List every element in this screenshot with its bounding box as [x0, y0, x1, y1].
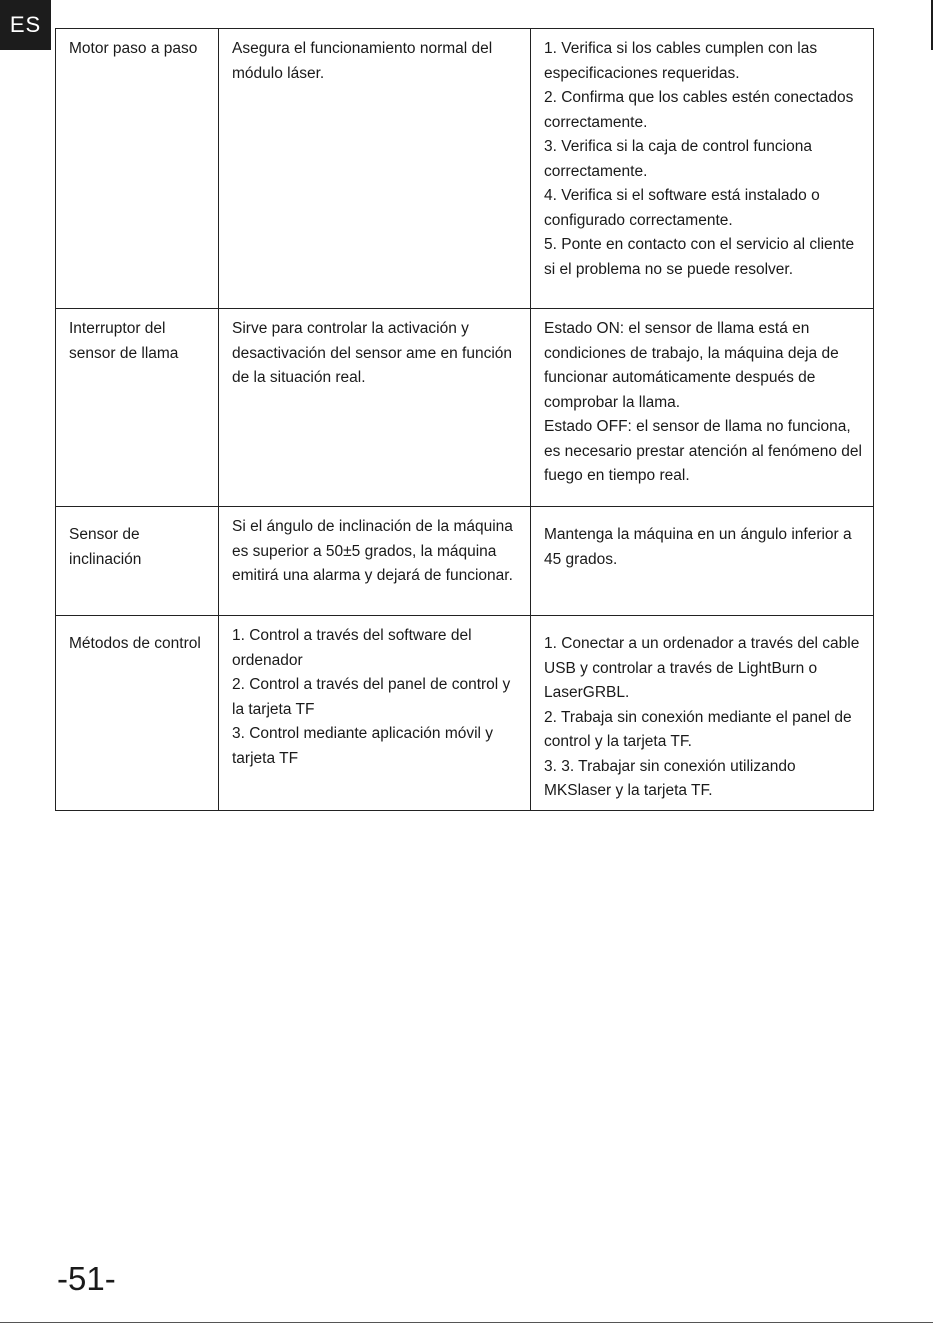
component-name: Sensor de inclinación — [69, 526, 142, 568]
table-row — [56, 29, 874, 309]
solution-step: 2. Confirma que los cables estén conectados correctamente. — [544, 89, 854, 131]
solution-step: 2. Trabaja sin conexión mediante el panel de control y la tarjeta TF. — [544, 708, 852, 750]
page-number: -51- — [57, 1260, 116, 1297]
solution-step: Estado OFF: el sensor de llama no funciona, es necesario prestar atención al fenómeno del fuego en tiempo real. — [544, 418, 862, 484]
component-cell — [56, 507, 219, 616]
function-step: 1. Control a través del software del ordenador — [232, 627, 472, 669]
solution-step: Estado ON: el sensor de llama está en condiciones de trabajo, la máquina deja de funcionar automáticamente después de comprobar la llama. — [544, 320, 839, 411]
solution-step: 3. 3. Trabajar sin conexión utilizando MKSlaser y la tarjeta TF. — [544, 757, 796, 799]
component-cell — [56, 309, 219, 507]
solution-cell — [531, 616, 874, 811]
troubleshooting-table — [55, 28, 874, 811]
solution-step: 1. Conectar a un ordenador a través del cable USB y controlar a través de LightBurn o LaserGRBL. — [544, 635, 860, 701]
table-row — [56, 309, 874, 507]
function-text: Sirve para controlar la activación y desactivación del sensor ame en función de la situación real. — [232, 320, 513, 386]
language-tab: ES — [0, 0, 51, 50]
solution-step: 1. Verifica si los cables cumplen con las especificaciones requeridas. — [544, 40, 818, 82]
component-cell — [56, 29, 219, 309]
function-cell — [219, 309, 531, 507]
function-step: 2. Control a través del panel de control y la tarjeta TF — [232, 676, 511, 718]
solution-cell — [531, 309, 874, 507]
component-name: Motor paso a paso — [69, 40, 198, 57]
solution-step: 5. Ponte en contacto con el servicio al cliente si el problema no se puede resolver. — [544, 236, 855, 278]
component-cell — [56, 616, 219, 811]
table-row — [56, 507, 874, 616]
function-cell — [219, 616, 531, 811]
solution-step: 3. Verifica si la caja de control funciona correctamente. — [544, 138, 812, 180]
function-cell — [219, 507, 531, 616]
solution-cell — [531, 29, 874, 309]
component-name: Métodos de control — [69, 635, 201, 652]
function-text: Si el ángulo de inclinación de la máquina es superior a 50±5 grados, la máquina emitirá una alarma y dejará de funcionar. — [232, 518, 513, 584]
function-step: 3. Control mediante aplicación móvil y tarjeta TF — [232, 725, 494, 767]
function-cell — [219, 29, 531, 309]
solution-cell — [531, 507, 874, 616]
function-text: Asegura el funcionamiento normal del módulo láser. — [232, 40, 493, 82]
solution-step: Mantenga la máquina en un ángulo inferior a 45 grados. — [544, 526, 852, 568]
table-row — [56, 616, 874, 811]
component-name: Interruptor del sensor de llama — [69, 320, 179, 362]
solution-step: 4. Verifica si el software está instalado o configurado correctamente. — [544, 187, 820, 229]
bottom-divider — [0, 1322, 933, 1323]
